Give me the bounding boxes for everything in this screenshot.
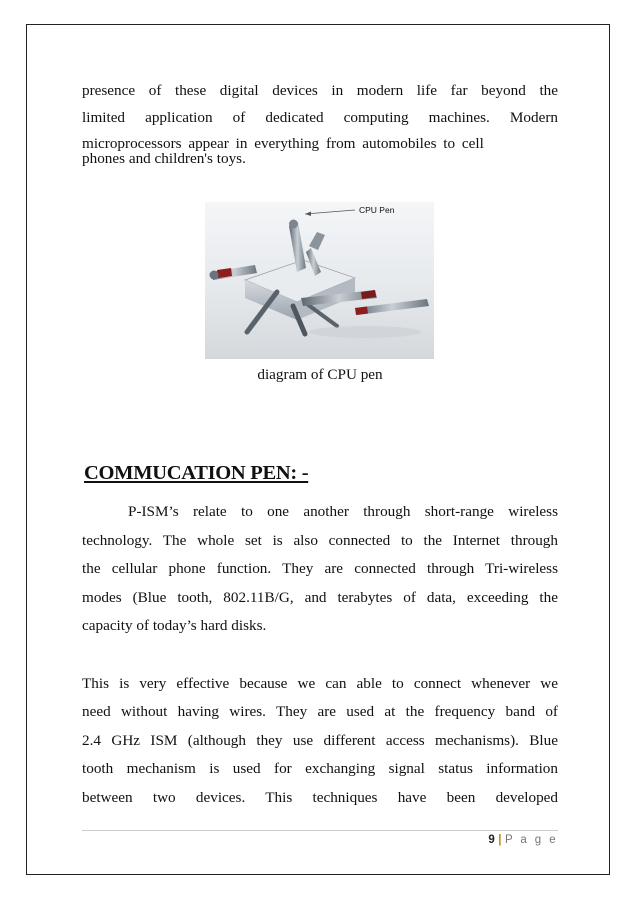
page-number: 9 bbox=[488, 834, 496, 846]
page-label: P a g e bbox=[504, 834, 558, 846]
paragraph-line: This is very effective because we can able to connect whenever we bbox=[82, 675, 558, 692]
paragraph-line: capacity of today’s hard disks. bbox=[82, 617, 267, 634]
paragraph-line: technology. The whole set is also connected to the Internet through bbox=[82, 532, 558, 549]
footer-divider bbox=[82, 830, 558, 831]
paragraph-line: modes (Blue tooth, 802.11B/G, and terabytes of data, exceeding the bbox=[82, 589, 558, 606]
cpu-pen-figure bbox=[205, 202, 434, 359]
footer-separator: | bbox=[498, 834, 502, 846]
paragraph-line: P-ISM’s relate to one another through short-range wireless bbox=[128, 503, 558, 520]
page-footer bbox=[488, 834, 558, 846]
paragraph-line: presence of these digital devices in modern life far beyond the bbox=[82, 82, 558, 99]
paragraph-line: need without having wires. They are used at the frequency band of bbox=[82, 703, 558, 720]
paragraph-line: limited application of dedicated computing machines. Modern bbox=[82, 109, 558, 126]
figure-caption: diagram of CPU pen bbox=[257, 366, 383, 383]
paragraph-line: microprocessors appear in everything from automobiles to cell bbox=[82, 135, 484, 152]
paragraph-line: phones and children's toys. bbox=[82, 150, 246, 167]
paragraph-line: tooth mechanism is used for exchanging signal status information bbox=[82, 760, 558, 777]
cpu-pen-illustration bbox=[205, 202, 434, 359]
callout-label: CPU Pen bbox=[359, 205, 395, 215]
paragraph-line: 2.4 GHz ISM (although they use different access mechanisms). Blue bbox=[82, 732, 558, 749]
section-heading: COMMUCATION PEN: - bbox=[84, 462, 309, 484]
paragraph-line: the cellular phone function. They are connected through Tri-wireless bbox=[82, 560, 558, 577]
paragraph-line: between two devices. This techniques have been developed bbox=[82, 789, 558, 806]
